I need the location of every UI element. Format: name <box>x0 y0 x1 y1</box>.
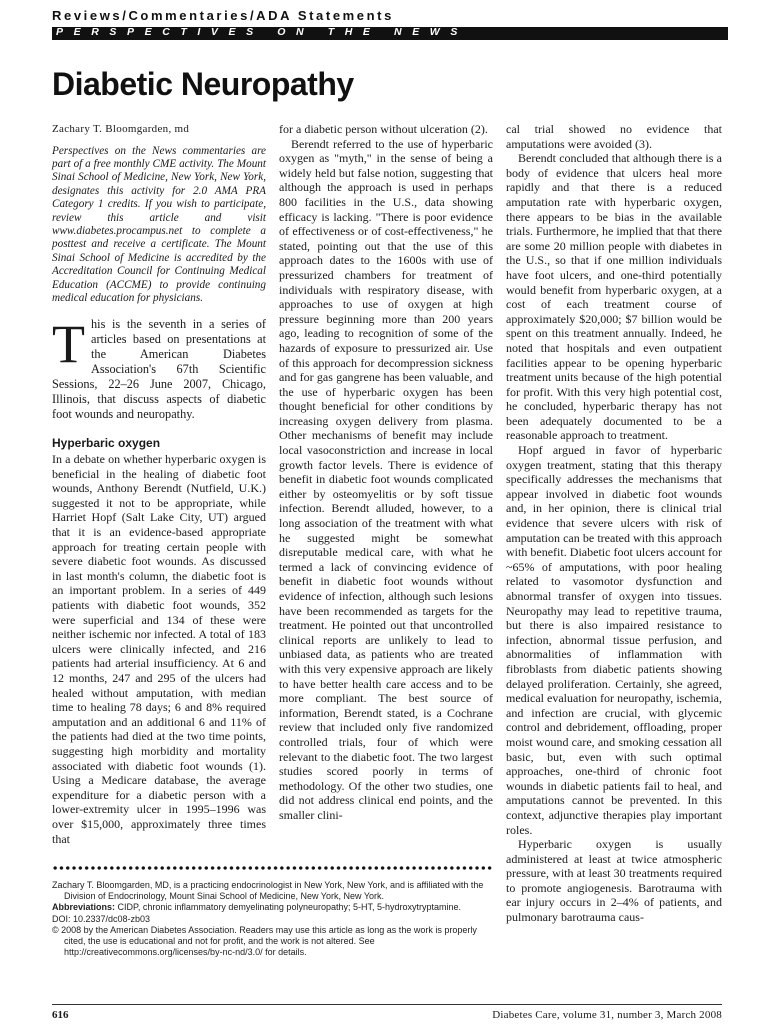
section-header: Reviews/Commentaries/ADA Statements <box>52 8 394 23</box>
body-paragraph: In a debate on whether hyperbaric oxygen is beneficial in the healing of diabetic foot wounds, Anthony Berendt (Nutfield, U.K.) suggested it not to be appropriate, while Harriet Hopf (Salt Lake City, UT) argued that it is an evidence-based appropriate approach for treating certain people with severe diabetic foot wounds. As discussed in last month's column, the diabetic foot is an important problem. In a series of 449 patients with diabetic foot wounds, 352 were superficial and 134 of these were neither ischemic nor infected. A total of 183 ulcers were clinically infected, and 216 patients had arterial insufficiency. At 6 and 12 months, 247 and 295 of the ulcers had healed without amputation, with median time to healing 78 days; 6 and 8% required amputation and an additional 6 and 11% of the patients had died at the two time points, suggesting high morbidity and mortality associated with diabetic foot wounds (1). Using a Medicare database, the average expenditure for a diabetic person with a lower-extremity ulcer in 1995–1996 was over $15,000, approximately three times that <box>52 452 266 846</box>
article-title: Diabetic Neuropathy <box>52 66 354 102</box>
intro-paragraph <box>52 314 266 422</box>
page-number: 616 <box>52 1009 69 1021</box>
banner-text: PERSPECTIVES ON THE NEWS <box>56 27 468 38</box>
footnote-affiliation: Zachary T. Bloomgarden, MD, is a practicing endocrinologist in New York, New York, and is affiliated with the Division of Endocrinology, Mount Sinai School of Medicine, New York, New York. <box>52 880 484 902</box>
body-paragraph: Hyperbaric oxygen is usually administered at least at twice atmospheric pressure, with at least 30 treatments required to promote angiogenesis. Barotrauma with ear injury occurs in 2–4% of patients, and pulmonary barotrauma caus- <box>506 837 722 925</box>
body-paragraph: for a diabetic person without ulceration (2). <box>279 122 488 136</box>
body-paragraph: Berendt referred to the use of hyperbaric oxygen as "myth," in the sense of being a widely held but false notion, suggesting that although the approach is used in perhaps 800 facilities in the U.S., data showing efficacy is lacking. "There is poor evidence of effectiveness or of cost-effectiveness," he stated, pointing out that the use of this approach dates to the 1600s with use of pressurized chambers for treatment of individuals with respiratory disease, with approaches to use of oxygen at high pressure beginning more than 200 years ago, leading to recognition of some of the hazards of exposure to pressurized air. Use of this approach for decompression sickness and for gas gangrene has been valuable, and the use of hyperbaric oxygen has been thought beneficial for other conditions by increasing oxygen delivery from plasma. Other mechanisms of benefit may include local vasoconstriction and increase in local growth factor levels. There is evidence of benefit in diabetic foot wounds complicated either by osteomyelitis or by soft tissue infection. Berendt alluded, however, to a long association of the treatment with what he suggested might be somewhat disreputable medical care, with what he termed a lack of convincing evidence of benefit in diabetic foot wounds without evidence of infection, although such lesions have been recommended as targets for the treatment. He pointed out that uncontrolled clinical reports are unlikely to lead to unbiased data, as patients who are treated with this very expensive approach are likely to have better health care access and to be more compliant. The best source of information, Berendt stated, is a Cochrane review that included only five randomized controlled trials, four of which were relevant to the diabetic foot. The two largest studies scored poorly in terms of methodology. Of the other two studies, one did not address clinical end points, and the smaller clini- <box>279 136 493 822</box>
column-3 <box>506 122 722 925</box>
body-paragraph: Berendt concluded that although there is a body of evidence that ulcers heal more rapidly and that there is a reduced amputation rate with hyperbaric oxygen, there appears to be bias in the available trials. Furthermore, he implied that that there are some 20 million people with diabetes in the U.S., so that if one million individuals have foot ulcers, and one-third potentially would benefit from hyperbaric oxygen, at a cost of each treatment course of approximately $20,000; $7 billion would be spent on this treatment annually. Indeed, he noted that hospitals and even outpatient facilities appear to be opening hyperbaric treatment units because of the high potential for profit. With this very high potential cost, he concluded, hyperbaric therapy has not been adequately documented to be a reasonable approach to treatment. <box>506 151 722 443</box>
drop-cap: T <box>52 314 85 375</box>
journal-citation: Diabetes Care, volume 31, number 3, March 2008 <box>492 1009 722 1021</box>
cme-note: Perspectives on the News commentaries are part of a free monthly CME activity. The Mount Sinai School of Medicine, New York, New York, designates this activity for 2.0 AMA PRA Category 1 credits. If you wish to participate, review this article and visit www.diabetes.procampus.net to complete a posttest and receive a certificate. The Mount Sinai School of Medicine is accredited by the Accreditation Council for Continuing Medical Education (ACCME) to provide continuing medical education for physicians. <box>52 144 266 305</box>
abbrev-label: Abbreviations: <box>52 902 116 913</box>
footnote-doi: DOI: 10.2337/dc08-zb03 <box>52 913 151 924</box>
dotted-divider <box>52 865 494 871</box>
author-byline: Zachary T. Bloomgarden, md <box>52 123 190 135</box>
body-paragraph: Hopf argued in favor of hyperbaric oxygen treatment, stating that this therapy specifically addresses the mechanisms that appear involved in diabetic foot wounds and, in her opinion, there is clinical trial evidence that severe ulcers with risk of amputation can be treated with this approach with benefit. Diabetic foot ulcers account for ~65% of amputations, with poor healing related to vasomotor dysfunction and abnormal transfer of oxygen into tissues. Neuropathy may lead to repetitive trauma, but there is also impaired resistance to infection, abnormal tissue perfusion, and abnormalities of inflammation with fibroblasts from diabetic patients showing delayed proliferation. Certainly, she agreed, medical evaluation for neuropathy, ischemia, and infection are crucial, with glycemic control and debridement, offloading, proper moist wound care, and smoking cessation all basic, but, even with such optimal approaches, one-third of chronic foot wounds in diabetic patients fail to heal, and amputations cannot be prevented. In this context, adjunctive therapies play important roles. <box>506 443 722 837</box>
footer-rule <box>52 1004 722 1005</box>
abbrev-text: CIDP, chronic inflammatory demyelinating polyneuropathy; 5-HT, 5-hydroxytryptamine. <box>117 902 462 913</box>
banner-bar <box>52 27 728 40</box>
column-1 <box>52 122 266 846</box>
section-heading: Hyperbaric oxygen <box>52 436 161 451</box>
footnote-abbreviations <box>52 902 497 913</box>
column-2 <box>279 122 493 823</box>
footnote-copyright: © 2008 by the American Diabetes Association. Readers may use this article as long as the work is properly cited, the use is educational and not for profit, and the work is not altered. See http://creativecommons.org/licenses/by-nc-nd/3.0/ for details. <box>52 924 477 958</box>
footnote-block <box>52 880 497 958</box>
intro-text: his is the seventh in a series of articles based on presentations at the American Diabetes Association's 67th Scientific Sessions, 22–26 June 2007, Chicago, Illinois, that discuss aspects of diabetic foot wounds and neuropathy. <box>52 317 266 422</box>
body-paragraph: cal trial showed no evidence that amputations were avoided (3). <box>506 122 722 151</box>
